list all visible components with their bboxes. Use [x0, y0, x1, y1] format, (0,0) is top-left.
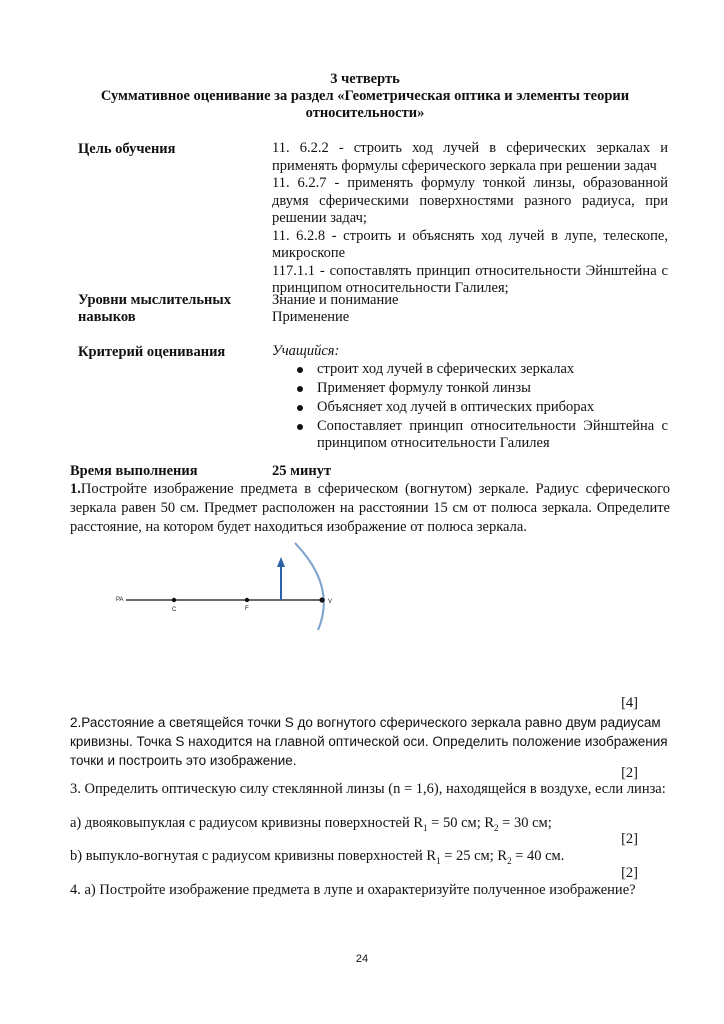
criteria-item: Применяет формулу тонкой линзы: [290, 380, 668, 397]
bullet-icon: [297, 405, 303, 411]
task-3-part-a: а) двояковыпуклая с радиусом кривизны поверхностей $R_1 = 50$ см; $R_2 = 30$ см;: [70, 815, 552, 833]
criteria-item: строит ход лучей в сферических зеркалах: [290, 361, 668, 378]
goal-item: 11. 6.2.8 - строить и объяснять ход лучей в лупе, телескопе, микроскопе: [272, 227, 668, 261]
task-3-part-b: b) выпукло-вогнутая с радиусом кривизны поверхностей $R_1 = 25$ см; $R_2 = 40$ см.: [70, 848, 565, 866]
title-line-2: относительности»: [305, 105, 425, 121]
bullet-icon: [297, 386, 303, 392]
criteria-item: Сопоставляет принцип относительности Эйнштейна с принципом относительности Галилея: [290, 418, 668, 452]
center-point: [172, 598, 176, 602]
task-1-number: 1.: [70, 481, 81, 497]
time-label: Время выполнения: [70, 463, 198, 479]
criteria-label: Критерий оценивания: [78, 344, 226, 360]
criteria-item: Объясняет ход лучей в оптических приборах: [290, 399, 668, 416]
skills-label-line1: Уровни мыслительных: [78, 292, 231, 308]
goals-list: [272, 140, 668, 298]
task-2-score: [2]: [621, 765, 638, 781]
focus-point: [245, 598, 249, 602]
arrowhead-icon: [277, 557, 285, 567]
skill-level: Применение: [272, 309, 350, 325]
task-3-part-b-score: [2]: [621, 865, 638, 881]
vertex-point: [319, 597, 324, 602]
task-3-part-a-score: [2]: [621, 831, 638, 847]
task-3: 3. Определить оптическую силу стеклянной линзы (n = 1,6), находящейся в воздухе, если линза:: [70, 781, 666, 797]
vertex-label: V: [328, 599, 333, 605]
center-label: C: [172, 607, 177, 613]
task-1: [70, 480, 670, 537]
goal-item: 11. 6.2.7 - применять формулу тонкой линзы, образованной двумя сферическими поверхностями разного радиуса, при решении задач;: [272, 175, 668, 226]
bullet-icon: [297, 424, 303, 430]
concave-mirror-diagram: [100, 540, 360, 630]
criteria-list: [290, 361, 668, 454]
page-number: 24: [355, 953, 369, 965]
bullet-icon: [297, 367, 303, 373]
task-1-score: [4]: [621, 695, 638, 711]
goal-item: 11. 6.2.2 - строить ход лучей в сферических зеркалах и применять формулы сферического зеркала при решении задач: [272, 140, 668, 174]
title-line-1: Суммативное оценивание за раздел «Геометрическая оптика и элементы теории: [100, 88, 630, 104]
task-4: 4. а) Постройте изображение предмета в лупе и охарактеризуйте полученное изображение?: [70, 882, 636, 898]
task-2: 2.Расстояние а светящейся точки S до вогнутого сферического зеркала равно двум радиусам кривизны. Точка S находится на главной оптической оси. Определить положение изображения точки и построить это изображение.: [70, 715, 668, 768]
time-value: 25 минут: [272, 463, 332, 479]
goal-item: 117.1.1 - сопоставлять принцип относительности Эйнштейна с принципом относительности Галилея;: [272, 262, 668, 296]
focus-label: F: [245, 606, 249, 612]
criteria-intro: Учащийся:: [272, 343, 340, 359]
axis-label: PA: [116, 597, 124, 603]
mirror-arc: [295, 543, 324, 630]
task-1-text: Постройте изображение предмета в сферическом (вогнутом) зеркале. Радиус сферического зеркала равен 50 см. Предмет расположен на расстоянии 15 см от полюса зеркала. Определите расстояние, на котором будет находиться изображение от полюса зеркала.: [70, 481, 670, 535]
goals-label: Цель обучения: [78, 141, 176, 157]
quarter-heading: 3 четверть: [330, 71, 400, 87]
skills-label-line2: навыков: [78, 309, 136, 325]
skill-level: Знание и понимание: [272, 292, 399, 308]
